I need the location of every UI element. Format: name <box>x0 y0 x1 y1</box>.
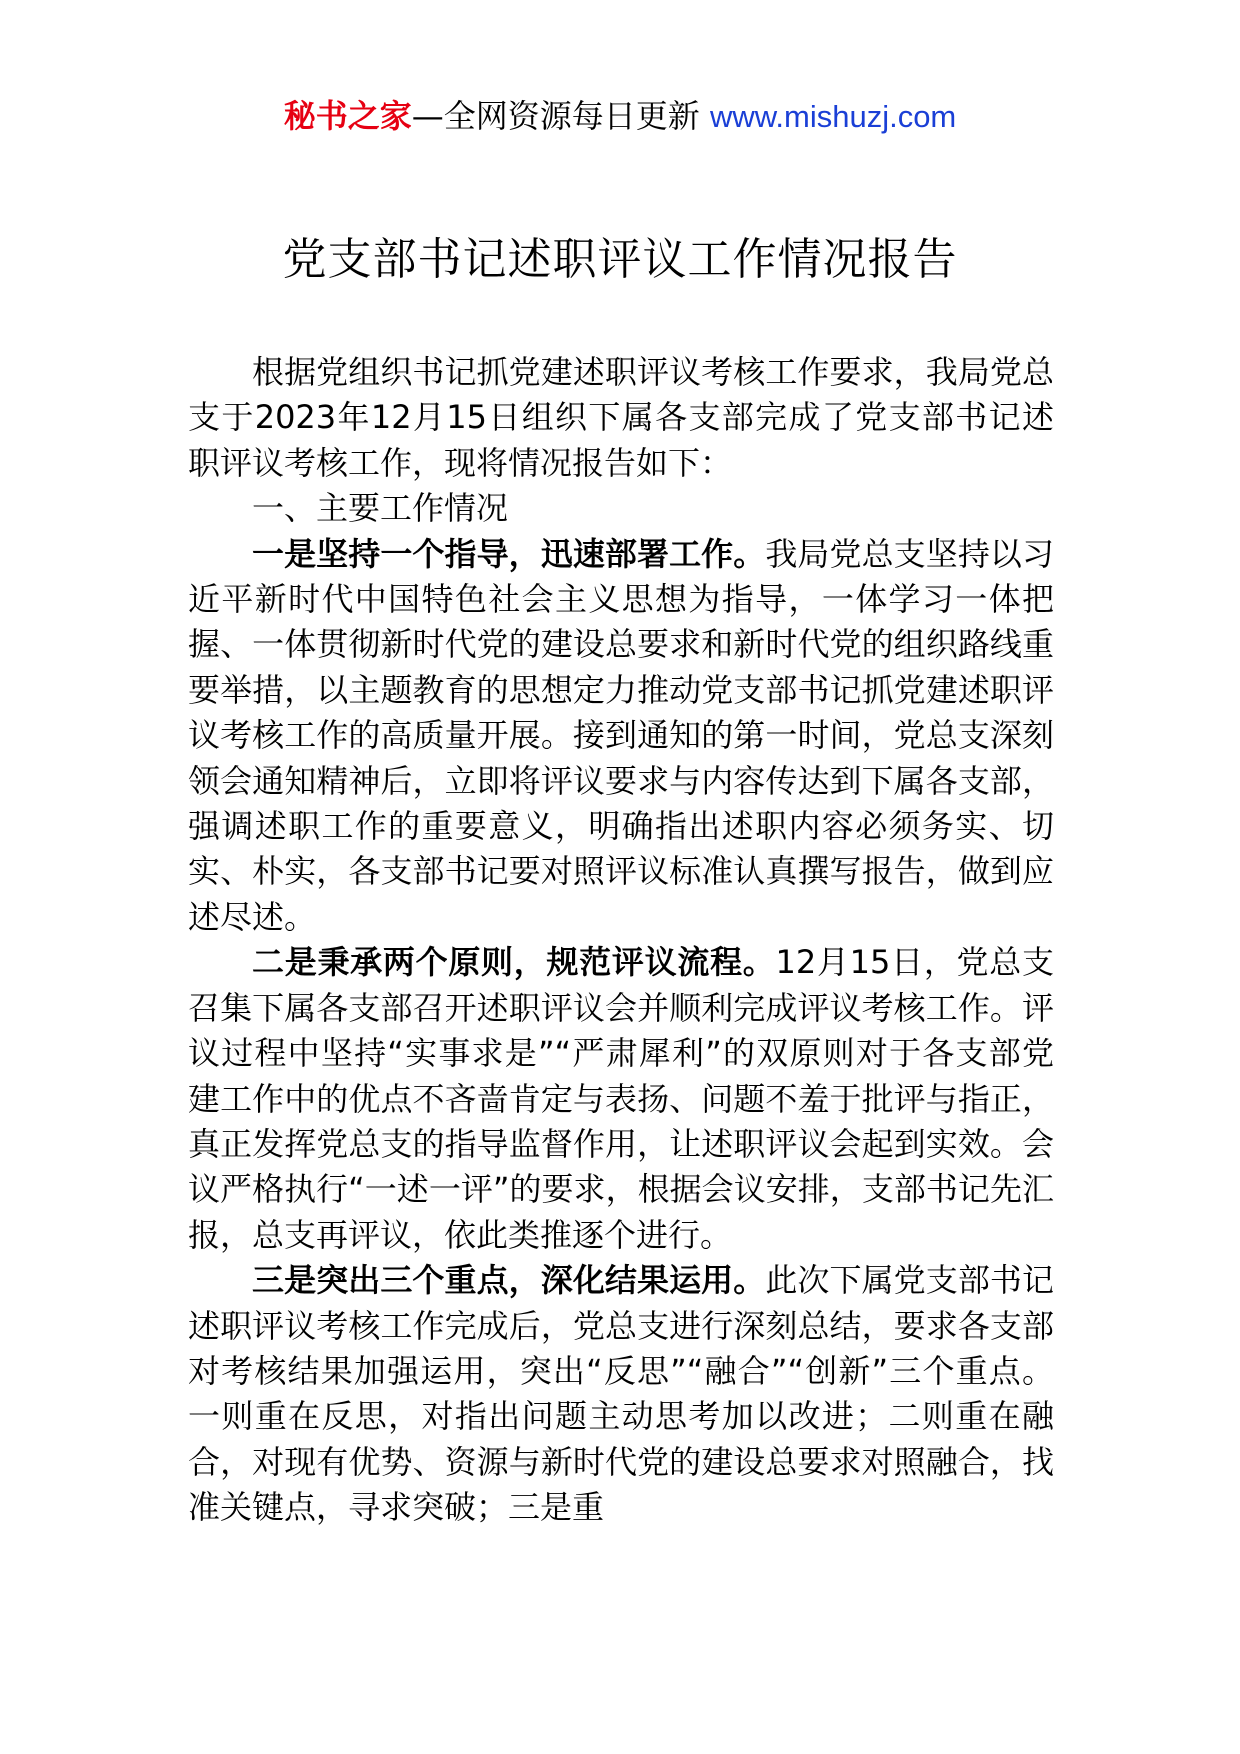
header-tagline: —全网资源每日更新 <box>411 97 710 135</box>
item-body-1: 我局党总支坚持以习近平新时代中国特色社会主义思想为指导，一体学习一体把握、一体贯彻新时代党的建设总要求和新时代党的组织路线重要举措，以主题教育的思想定力推动党支部书记抓党建述职评议考核工作的高质量开展。接到通知的第一时间，党总支深刻领会通知精神后，立即将评议要求与内容传达到下属各支部，强调述职工作的重要意义，明确指出述职内容必须务实、切实、朴实，各支部书记要对照评议标准认真撰写报告，做到应述尽述。 <box>188 534 1054 936</box>
item-paragraph-1 <box>188 532 1054 941</box>
item-lead-3: 三是突出三个重点，深化结果运用。 <box>252 1261 766 1300</box>
item-body-2: 12月15日，党总支召集下属各支部召开述职评议会并顺利完成评议考核工作。评议过程中坚持“实事求是”“严肃犀利”的双原则对于各支部党建工作中的优点不吝啬肯定与表扬、问题不羞于批评与指正，真正发挥党总支的指导监督作用，让述职评议会起到实效。会议严格执行“一述一评”的要求，根据会议安排，支部书记先汇报，总支再评议，依此类推逐个进行。 <box>188 943 1054 1254</box>
document-body <box>188 350 1054 1531</box>
item-lead-1: 一是坚持一个指导，迅速部署工作。 <box>252 534 766 573</box>
item-body-3: 此次下属党支部书记述职评议考核工作完成后，党总支进行深刻总结，要求各支部对考核结果加强运用，突出“反思”“融合”“创新”三个重点。一则重在反思，对指出问题主动思考加以改进；二则重在融合，对现有优势、资源与新时代党的建设总要求对照融合，找准关键点，寻求突破；三是重 <box>188 1261 1054 1527</box>
section-heading: 一、主要工作情况 <box>252 489 509 528</box>
site-url-link[interactable]: www.mishuzj.com <box>709 99 957 134</box>
site-header <box>0 96 1240 137</box>
item-paragraph-2 <box>188 940 1054 1258</box>
document-title: 党支部书记述职评议工作情况报告 <box>282 234 958 285</box>
brand-name: 秘书之家 <box>283 97 412 135</box>
item-paragraph-3 <box>188 1258 1054 1530</box>
intro-paragraph: 根据党组织书记抓党建述职评议考核工作要求，我局党总支于2023年12月15日组织下属各支部完成了党支部书记述职评议考核工作，现将情况报告如下： <box>188 353 1054 482</box>
item-lead-2: 二是秉承两个原则，规范评议流程。 <box>252 943 776 982</box>
